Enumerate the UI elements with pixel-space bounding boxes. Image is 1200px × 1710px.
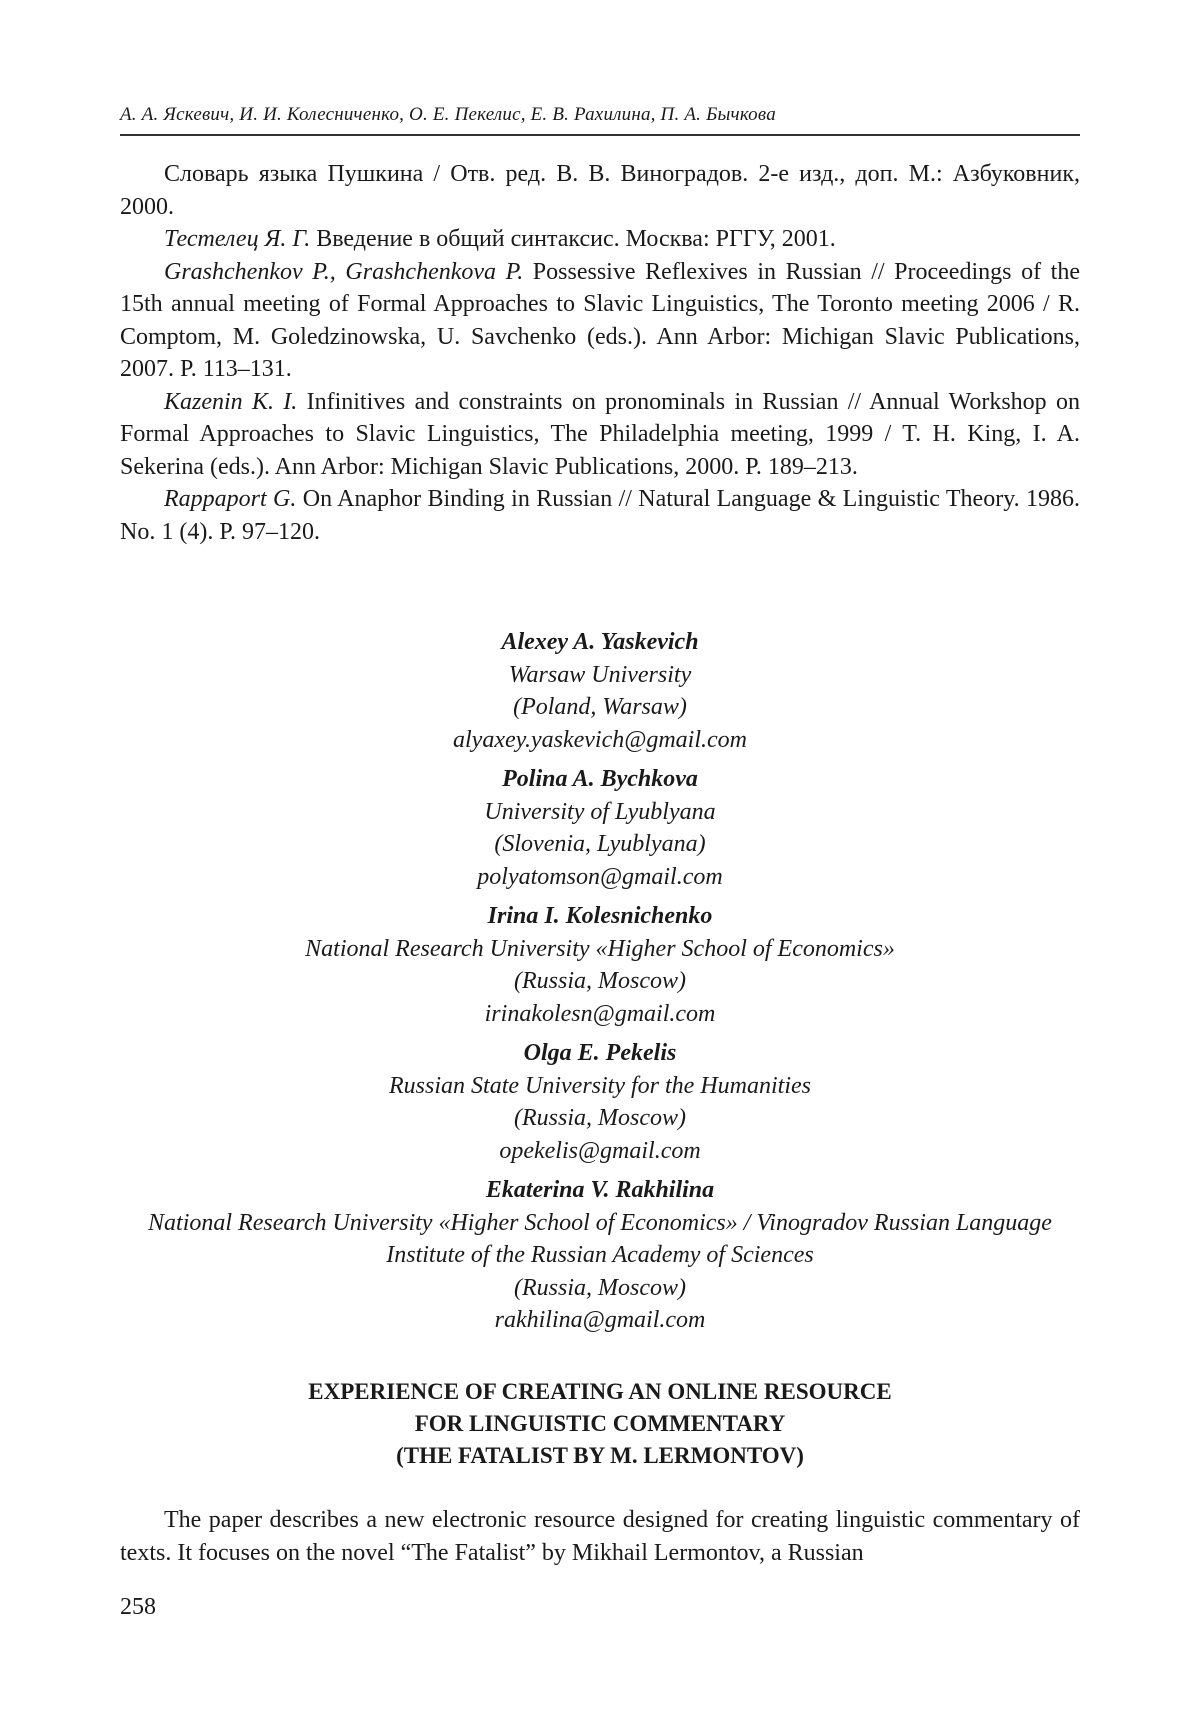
paper-title — [120, 1376, 1080, 1472]
reference-item — [120, 223, 1080, 256]
author-affiliation: Warsaw University — [508, 661, 692, 688]
author-affiliation: National Research University «Higher School of Economics» / Vinogradov Russian Language Institute of the Russian Academy of Sciences — [148, 1209, 1052, 1268]
reference-text: Possessive Reflexives in Russian // Proceedings of the 15th annual meeting of Formal Approaches to Slavic Linguistics, The Toronto meeting 2006 / R. Comptom, M. Goledzinowska, U. Savchenko (eds.). Ann Arbor: Michigan Slavic Publications, 2007. P. 113–131. — [120, 258, 1080, 382]
reference-item — [120, 158, 1080, 223]
author-block — [120, 626, 1080, 1344]
author-name: Irina I. Kolesnichenko — [487, 903, 713, 929]
reference-author: Kazenin K. I. — [164, 388, 298, 415]
title-line: EXPERIENCE OF CREATING AN ONLINE RESOURCE — [308, 1379, 892, 1404]
reference-text: On Anaphor Binding in Russian // Natural Language & Linguistic Theory. 1986. No. 1 (4). P. 97–120. — [120, 486, 1081, 545]
reference-author: Rappaport G. — [164, 486, 297, 512]
author-name: Olga E. Pekelis — [523, 1040, 677, 1066]
reference-item — [120, 386, 1080, 484]
references — [120, 158, 1080, 548]
author-entry — [120, 900, 1080, 1030]
author-entry — [120, 626, 1080, 756]
reference-author: Тестелец Я. Г. — [164, 226, 311, 252]
author-entry — [120, 763, 1080, 893]
reference-item — [120, 256, 1080, 386]
reference-text: Infinitives and constraints on pronominals in Russian // Annual Workshop on Formal Approaches to Slavic Linguistics, The Philadelphia meeting, 1999 / T. H. King, I. A. Sekerina (eds.). Ann Arbor: Michigan Slavic Publications, 2000. P. 189–213. — [120, 388, 1080, 480]
running-head: А. А. Яскевич, И. И. Колесниченко, О. Е. Пекелис, Е. В. Рахилина, П. А. Бычкова — [120, 104, 1080, 136]
author-email: polyatomson@gmail.com — [477, 863, 723, 890]
reference-text: Словарь языка Пушкина / Отв. ред. В. В. Виноградов. 2-е изд., доп. М.: Азбуковник, 2000. — [120, 161, 1080, 220]
reference-text: Введение в общий синтаксис. Москва: РГГУ, 2001. — [310, 226, 836, 252]
author-name: Polina A. Bychkova — [502, 766, 698, 792]
author-location: (Russia, Moscow) — [514, 1274, 686, 1301]
author-email: alyaxey.yaskevich@gmail.com — [453, 726, 747, 753]
abstract-text: The paper describes a new electronic resource designed for creating linguistic commentary of texts. It focuses on the novel “The Fatalist” by Mikhail Lermontov, a Russian — [120, 1507, 1080, 1566]
author-email: rakhilina@gmail.com — [494, 1307, 706, 1333]
author-entry — [120, 1174, 1080, 1337]
author-affiliation: Russian State University for the Humanities — [389, 1072, 811, 1099]
author-name: Ekaterina V. Rakhilina — [485, 1177, 715, 1203]
author-entry — [120, 1037, 1080, 1167]
author-location: (Poland, Warsaw) — [513, 694, 687, 720]
title-line: (THE FATALIST BY M. LERMONTOV) — [396, 1443, 804, 1468]
page-number: 258 — [120, 1594, 156, 1620]
author-email: irinakolesn@gmail.com — [484, 1000, 716, 1027]
author-affiliation: University of Lyublyana — [484, 798, 716, 825]
reference-author: Grashchenkov P., Grashchenkova P. — [164, 258, 524, 285]
reference-item — [120, 483, 1080, 548]
author-location: (Slovenia, Lyublyana) — [494, 831, 706, 857]
author-location: (Russia, Moscow) — [514, 968, 686, 994]
author-email: opekelis@gmail.com — [499, 1137, 701, 1164]
title-line: FOR LINGUISTIC COMMENTARY — [414, 1411, 786, 1436]
author-affiliation: National Research University «Higher School of Economics» — [305, 935, 895, 962]
author-name: Alexey A. Yaskevich — [501, 629, 699, 655]
author-location: (Russia, Moscow) — [514, 1105, 686, 1131]
